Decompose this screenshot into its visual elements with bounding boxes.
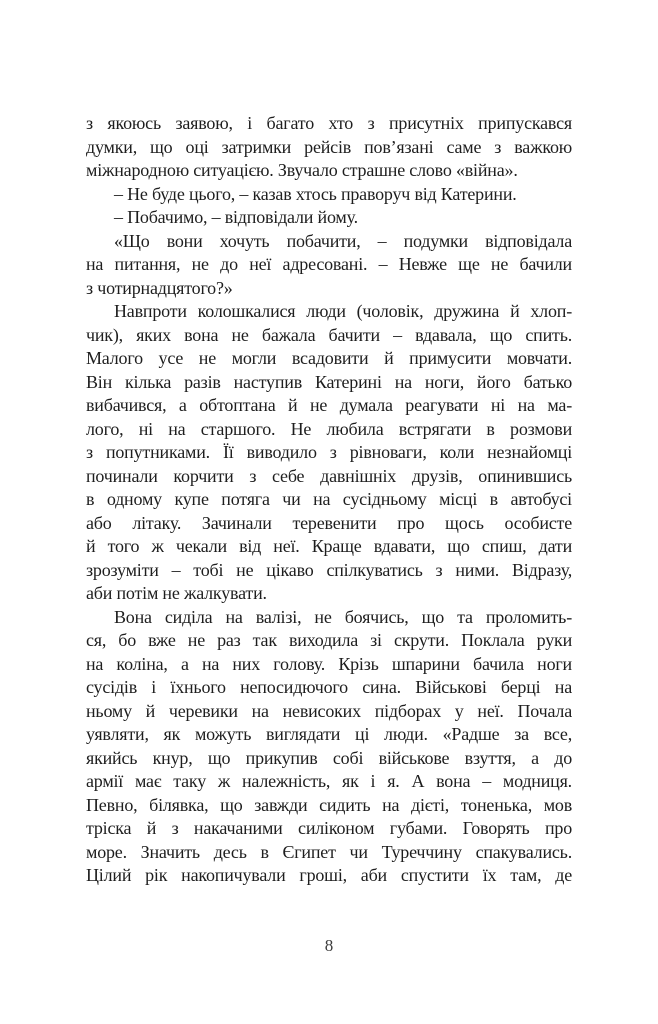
text-line: в одному купе потяга чи на сусідньому місці в автобусі (86, 489, 572, 509)
text-line: Певно, білявка, що завжди сидить на дієті, тоненька, мов (86, 794, 572, 815)
text-line: думки, що оці затримки рейсів пов’язані саме з важкою (86, 136, 572, 157)
text-line: починали корчити з себе давнішніх друзів, опинившись (86, 465, 572, 486)
text-line: на коліна, а на них голову. Крізь шпарини бачила ноги (86, 653, 572, 674)
text-line: – Не буде цього, – казав хтось праворуч від Катерини. (114, 183, 517, 204)
paragraph (86, 112, 572, 183)
paragraph (86, 183, 572, 207)
page-number: 8 (324, 936, 334, 955)
text-line: аби потім не жалкувати. (86, 583, 267, 603)
text-line: Вона сиділа на валізі, не боячись, що та проломить- (114, 606, 572, 627)
text-line: армії має таку ж належність, як і я. А вона – модниця. (86, 771, 572, 791)
paragraph (86, 206, 572, 230)
text-line: лого, ні на старшого. Не любила встрягати в розмови (86, 418, 572, 439)
text-block (86, 112, 572, 888)
text-line: Цілий рік накопичували гроші, аби спустити їх там, де (86, 865, 572, 885)
text-line: міжнародною ситуацією. Звучало страшне слово «війна». (86, 160, 518, 180)
text-line: з попутниками. Її виводило з рівноваги, коли незнайомці (86, 442, 572, 462)
text-line: вибачився, а обтоптана й не думала реагувати ні на ма- (86, 395, 572, 415)
text-line: чик), яких вона не бажала бачити – вдавала, що спить. (86, 324, 572, 345)
text-line: й того ж чекали від неї. Краще вдавати, що спиш, дати (86, 536, 572, 556)
paragraph (86, 606, 572, 888)
text-line: – Побачимо, – відповідали йому. (114, 207, 358, 227)
text-line: Навпроти колошкалися люди (чоловік, дружина й хлоп- (114, 301, 572, 321)
text-line: сусідів і їхнього непосидючого сина. Військові берці на (86, 677, 572, 697)
text-line: з якоюсь заявою, і багато хто з присутніх припускався (86, 113, 572, 133)
text-line: Малого усе не могли всадовити й примусити мовчати. (86, 348, 572, 368)
text-line: ньому й черевики на невисоких підборах у неї. Почала (86, 700, 572, 721)
text-line: або літаку. Зачинали теревенити про щось особисте (86, 512, 572, 533)
text-line: Він кілька разів наступив Катерині на ноги, його батько (86, 371, 572, 392)
text-line: ся, бо вже не раз так виходила зі скрути. Поклала руки (86, 630, 572, 650)
text-line: зрозуміти – тобі не цікаво спілкуватись з ними. Відразу, (86, 559, 572, 580)
text-line: море. Значить десь в Єгипет чи Туреччину спакувались. (86, 841, 572, 862)
text-line: на питання, не до неї адресовані. – Невже ще не бачили (86, 254, 572, 274)
text-line: уявляти, як можуть виглядати ці люди. «Радше за все, (86, 724, 572, 744)
text-line: тріска й з накачаними силіконом губами. Говорять про (86, 818, 572, 838)
text-line: з чотирнадцятого?» (86, 277, 233, 298)
text-line: «Що вони хочуть побачити, – подумки відповідала (114, 230, 572, 251)
text-line: якийсь кнур, що прикупив собі військове взуття, а до (86, 747, 572, 768)
paragraph (86, 300, 572, 606)
paragraph (86, 230, 572, 301)
